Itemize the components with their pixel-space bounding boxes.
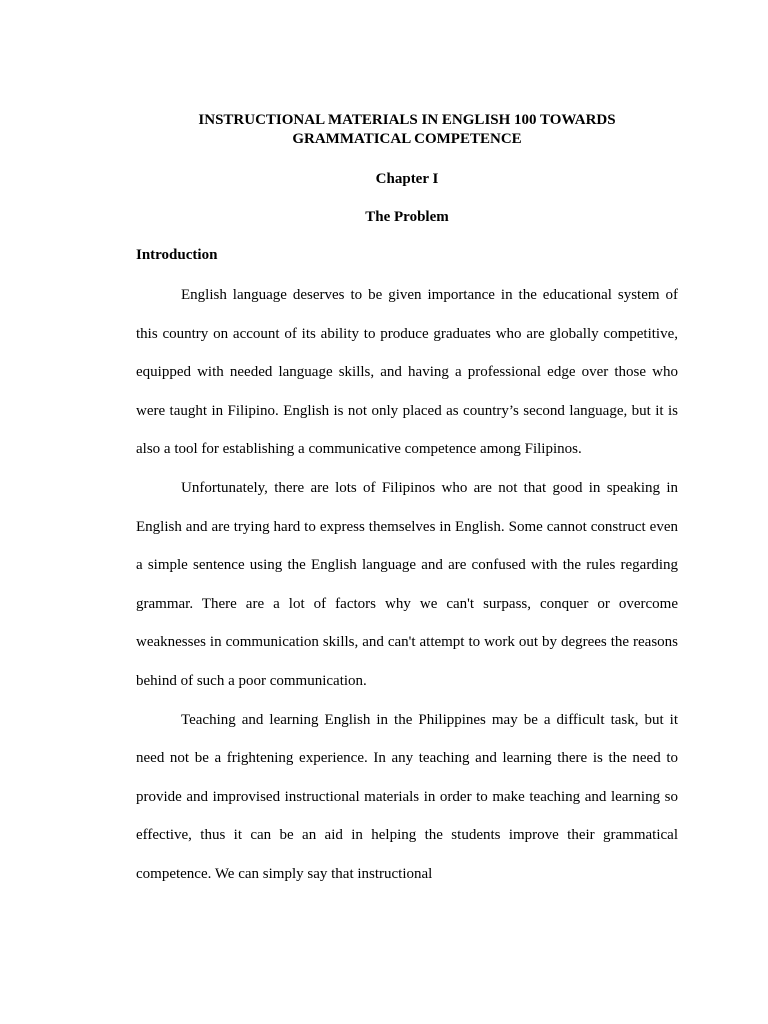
chapter-title: The Problem xyxy=(365,209,449,225)
paragraph-1: English language deserves to be given importance in the educational system of this country on account of its ability to produce graduates who are globally competitive, equipped with needed language skills, and having a professional edge over those who were taught in Filipino. English is not only placed as country’s second language, but it is also a tool for establishing a communicative competence among Filipinos. xyxy=(136,287,678,458)
paragraph-3: Teaching and learning English in the Philippines may be a difficult task, but it need not be a frightening experience. In any teaching and learning there is the need to provide and improvised instructional materials in order to make teaching and learning so effective, thus it can be an aid in helping the students improve their grammatical competence. We can simply say that instructional xyxy=(136,711,678,882)
document-title xyxy=(136,111,678,149)
section-heading-introduction: Introduction xyxy=(136,247,218,263)
body-text xyxy=(136,276,678,894)
document-title-line-1: INSTRUCTIONAL MATERIALS IN ENGLISH 100 TOWARDS xyxy=(198,112,616,128)
paragraph-2: Unfortunately, there are lots of Filipinos who are not that good in speaking in English and are trying hard to express themselves in English. Some cannot construct even a simple sentence using the English language and are confused with the rules regarding grammar. There are a lot of factors why we can't surpass, conquer or overcome weaknesses in communication skills, and can't attempt to work out by degrees the reasons behind of such a poor communication. xyxy=(136,479,678,689)
document-title-line-2: GRAMMATICAL COMPETENCE xyxy=(292,131,522,147)
chapter-label: Chapter I xyxy=(375,171,439,187)
